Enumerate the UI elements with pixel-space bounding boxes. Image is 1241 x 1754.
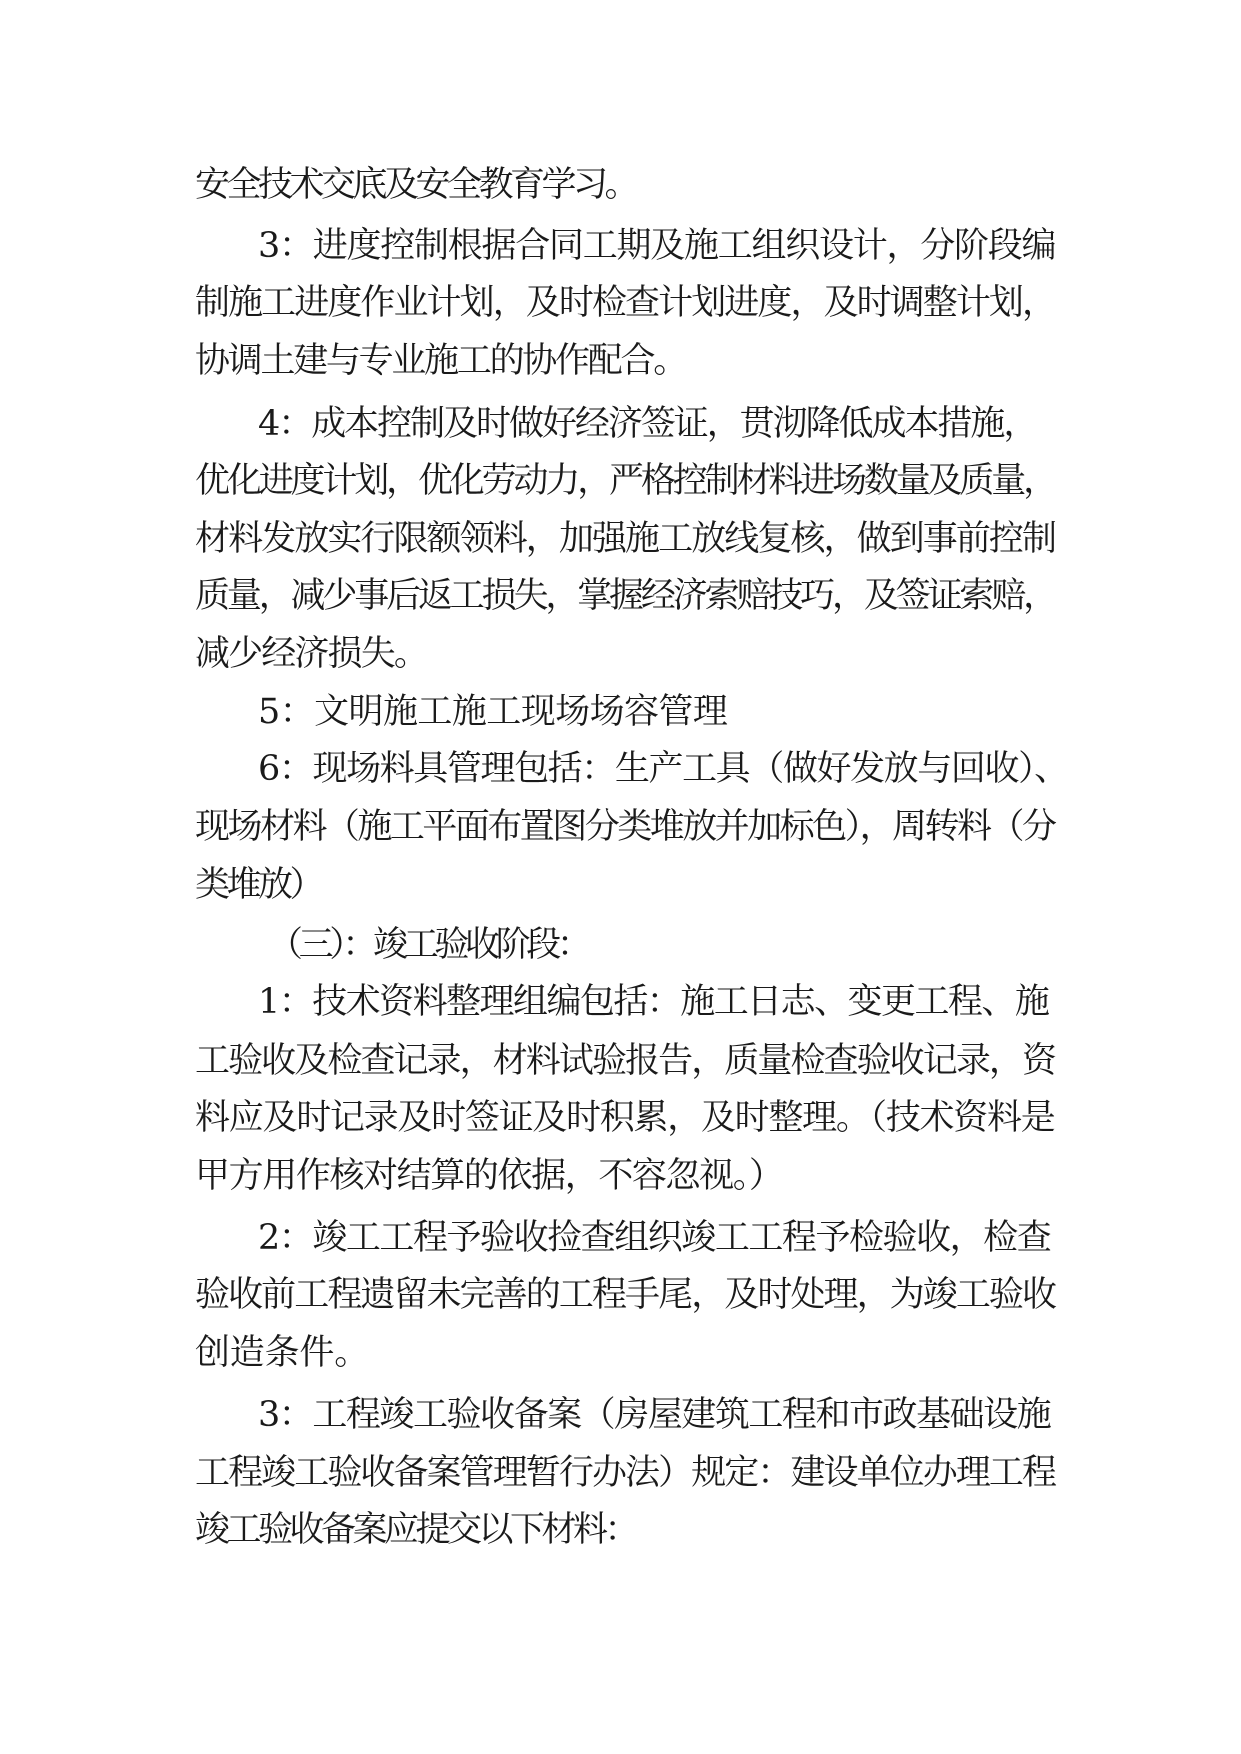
text-line: 5：文明施工施工现场场容管理: [258, 692, 728, 732]
text-line: 4：成本控制及时做好经济签证，贯沏降低成本措施，: [258, 404, 1037, 444]
text-line: 甲方用作核对结算的依据，不容忽视。）: [195, 1156, 783, 1196]
text-line: 类堆放）: [195, 865, 322, 905]
text-line: 验收前工程遗留未完善的工程手尾，及时处理，为竣工验收: [195, 1275, 1056, 1315]
text-line: 安全技术交底及安全教育学习。: [195, 165, 637, 205]
text-line: 优化进度计划，优化劳动力，严格控制材料进场数量及质量，: [195, 461, 1055, 501]
text-line: 1：技术资料整理组编包括：施工日志、变更工程、施: [258, 982, 1049, 1022]
text-line: 工程竣工验收备案管理暂行办法）规定：建设单位办理工程: [195, 1453, 1056, 1493]
text-line: 质量，减少事后返工损失，掌握经济索赔技巧，及签证索赔，: [195, 576, 1055, 616]
text-line: 料应及时记录及时签证及时积累，及时整理。（技术资料是: [195, 1098, 1055, 1138]
text-line: 3：工程竣工验收备案（房屋建筑工程和市政基础设施: [258, 1395, 1051, 1435]
text-line: 2：竣工工程予验收捡查组织竣工工程予检验收，检查: [258, 1218, 1051, 1258]
text-line: 减少经济损失。: [195, 634, 427, 674]
text-line: 6：现场料具管理包括：生产工具（做好发放与回收）、: [258, 749, 1068, 789]
text-line: （三）：竣工验收阶段：: [268, 925, 588, 965]
text-line: 现场材料（施工平面布置图分类堆放并加标色），周转料（分: [195, 807, 1055, 847]
text-line: 协调土建与专业施工的协作配合。: [195, 341, 686, 381]
text-line: 3：进度控制根据合同工期及施工组织设计，分阶段编: [258, 226, 1056, 266]
text-line: 制施工进度作业计划，及时检查计划进度，及时调整计划，: [195, 283, 1056, 323]
text-line: 材料发放实行限额领料，加强施工放线复核，做到事前控制: [195, 519, 1056, 559]
text-line: 创造条件。: [195, 1333, 370, 1373]
text-line: 工验收及检查记录，材料试验报告，质量检查验收记录，资: [195, 1041, 1056, 1081]
text-line: 竣工验收备案应提交以下材料：: [195, 1510, 637, 1550]
